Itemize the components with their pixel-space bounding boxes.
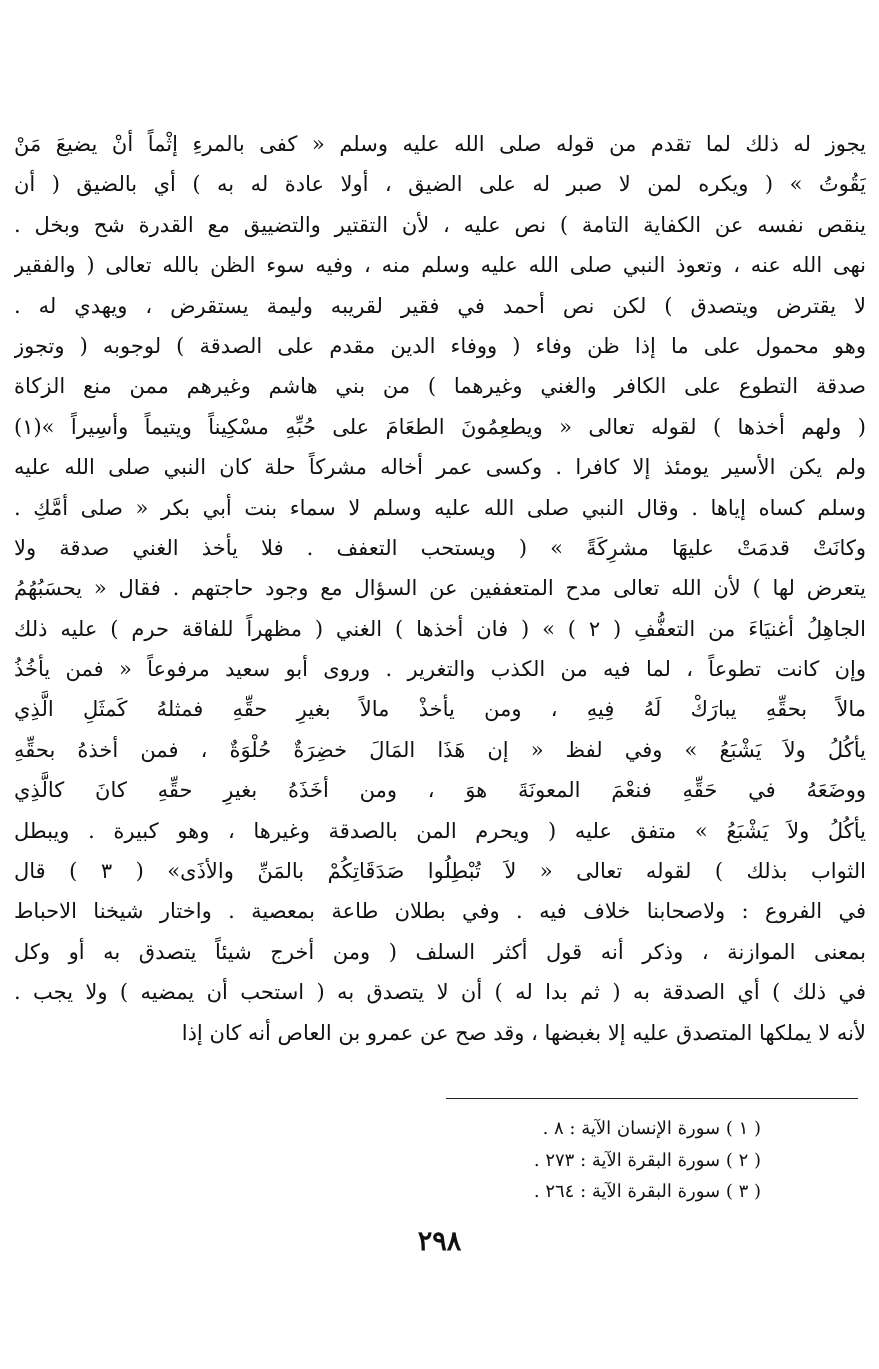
text-line: يجوز له ذلك لما تقدم من قوله صلى الله عليه وسلم « كفى بالمرءِ إثْماً أنْ يضيعَ مَنْ [14, 132, 866, 156]
footnote: ( ٣ ) سورة البقرة الآية : ٢٦٤ . [533, 1181, 761, 1202]
text-line: الجاهِلُ أغنيَاءَ من التعفُّفِ ( ٢ ) » ( فان أخذها ) الغني ( مظهراً للفاقة حرم ) عليه ذلك [14, 616, 866, 641]
body-text [14, 124, 866, 1053]
footnote: ( ١ ) سورة الإنسان الآية : ٨ . [542, 1118, 761, 1139]
text-line: لا يقترض ويتصدق ) لكن نص أحمد في فقير لقريبه وليمة يستقرض ، ويهدي له . [14, 293, 866, 318]
footnotes [534, 1113, 761, 1208]
text-line: في الفروع : ولاصحابنا خلاف فيه . وفي بطلان طاعة بمعصية . واختار شيخنا الاحباط [14, 899, 866, 924]
text-line: نهى الله عنه ، وتعوذ النبي صلى الله عليه وسلم منه ، وفيه سوء الظن بالله تعالى ( والفقير [14, 253, 866, 278]
text-line: وسلم كساه إياها . وقال النبي صلى الله عليه وسلم لا سماء بنت أبي بكر « صلى أمَّكِ . [14, 495, 866, 520]
text-line: بمعنى الموازنة ، وذكر أنه قول أكثر السلف ( ومن أخرج شيئاً يتصدق به أو وكل [14, 939, 866, 964]
text-line: وإن كانت تطوعاً ، لما فيه من الكذب والتغرير . وروى أبو سعيد مرفوعاً « فمن يأخُذُ [14, 657, 866, 682]
page-number: ٢٩٨ [417, 1226, 462, 1257]
text-line: وهو محمول على ما إذا ظن وفاء ( ووفاء الدين مقدم على الصدقة ) لوجوبه ( وتجوز [14, 333, 866, 358]
text-line: ووضَعَهُ في حَقِّهِ فنعْمَ المعونَةَ هوَ ، ومن أخَذَهُ بغيرِ حقِّهِ كانَ كالَّذِي [14, 778, 866, 803]
text-line: صدقة التطوع على الكافر والغني وغيرهما ) من بني هاشم وغيرهم ممن منع الزكاة [14, 374, 866, 399]
footnote-divider [446, 1098, 858, 1099]
text-line: في ذلك ) أي الصدقة به ( ثم بدا له ) أن لا يتصدق به ( استحب أن يمضيه ) ولا يجب . [14, 980, 866, 1005]
text-line: ولم يكن الأسير يومئذ إلا كافرا . وكسى عمر أخاله مشركاً حلة كان النبي صلى الله عليه [14, 455, 866, 480]
text-line: الثواب بذلك ) لقوله تعالى « لاَ تُبْطِلُوا صَدَقَاتِكُمْ بالمَنِّ والأذَى» ( ٣ ) قال [14, 859, 866, 884]
text-line: يأكُلُ ولاَ يَشْبَعُ » متفق عليه ( ويحرم المن بالصدقة وغيرها ، وهو كبيرة . ويبطل [14, 818, 866, 843]
text-line: يَقُوتُ » ( ويكره لمن لا صبر له على الضيق ، أولا عادة له به ) أي بالضيق ( أن [14, 172, 866, 197]
text-line: ينقص نفسه عن الكفاية التامة ) نص عليه ، لأن التقتير والتضييق مع القدرة شح وبخل . [14, 212, 866, 237]
text-line: مالاً بحقِّهِ يبارَكْ لَهُ فِيهِ ، ومن يأخذْ مالاً بغيرِ حقِّهِ فمثلهُ كَمثَلِ الَّذِي [14, 697, 866, 722]
footnote: ( ٢ ) سورة البقرة الآية : ٢٧٣ . [533, 1149, 761, 1171]
text-line: ( ولهم أخذها ) لقوله تعالى « ويطعِمُونَ الطعَامَ على حُبِّهِ مسْكِيناً ويتيماً وأسِيراً »(١) [14, 414, 866, 439]
text-line: يتعرض لها ) لأن الله تعالى مدح المتعففين عن السؤال مع وجود حاجتهم . فقال « يحسَبُهُمُ [14, 576, 866, 601]
text-line: وكانَتْ قدمَتْ عليهَا مشرِكَةً » ( ويستحب التعفف . فلا يأخذ الغني صدقة ولا [14, 535, 866, 560]
text-line: لأنه لا يملكها المتصدق عليه إلا بغبضها ، وقد صح عن عمرو بن العاص أنه كان إذا [181, 1020, 866, 1045]
text-line: يأكُلُ ولاَ يَشْبَعُ » وفي لفظ « إن هَذَا المَالَ خضِرَةٌ حُلْوَةٌ ، فمن أخذهُ بحقِّهِ [14, 737, 866, 762]
